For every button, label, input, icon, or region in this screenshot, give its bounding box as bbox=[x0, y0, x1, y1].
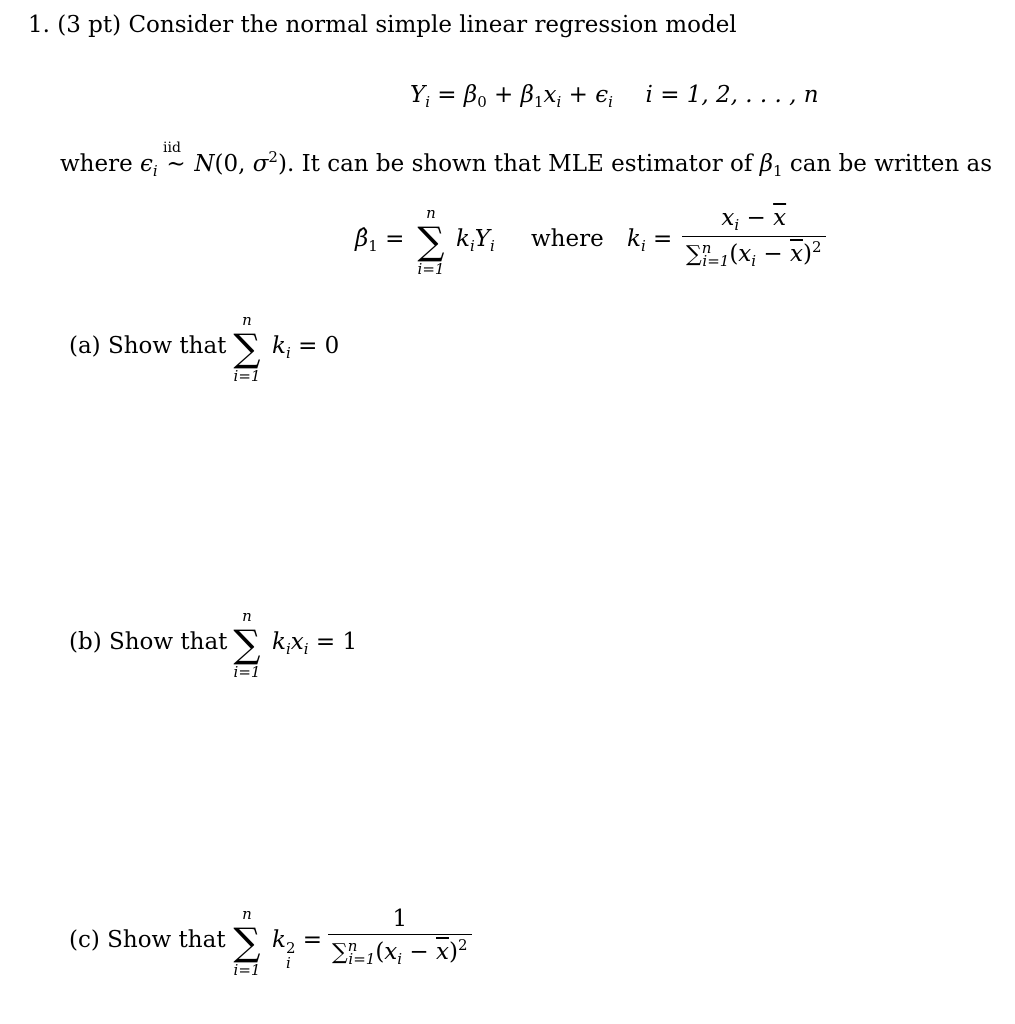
sum-symbol-b: n ∑ i=1 bbox=[233, 607, 261, 681]
where-mid: where bbox=[531, 226, 604, 252]
where-label: where bbox=[60, 151, 133, 177]
beta-hat-lhs: $\betâ_1$ = bbox=[355, 226, 405, 255]
part-c-lhs: k 2 i = bbox=[272, 927, 323, 972]
iid-label: iid bbox=[163, 140, 181, 156]
sum-symbol-a: n ∑ i=1 bbox=[233, 311, 261, 385]
part-a-label: (a) Show that bbox=[69, 333, 227, 359]
part-b-label: (b) Show that bbox=[69, 629, 228, 655]
problem-header bbox=[28, 14, 737, 37]
error-distribution-line: where $\epsilon_i$ iid ∼ N(0, $\sigma^2$). It can be shown that MLE estimator of $\beta_1$ can be written as bbox=[60, 140, 992, 180]
part-c-fraction: $\frac{1}{\sum^n_{i=1}(x_i - \overline{x})^2}$ bbox=[328, 908, 472, 967]
model-equation: $Y_i = \beta_0 + \beta_1x_i + \epsilon_i$ i = 1, 2, . . . , n bbox=[410, 82, 819, 111]
k-definition-fraction: $\frac{x_i - \overline{x}}{\sum^n_{i=1}(x_i - \overline{x})^2}$ bbox=[682, 207, 826, 269]
problem-points: (3 pt) bbox=[57, 12, 122, 38]
sum-term-1: $k_iY_i$ bbox=[456, 226, 495, 255]
k-definition-lhs: $k_i$ = bbox=[627, 226, 673, 255]
problem-intro: Consider the normal simple linear regression model bbox=[128, 12, 737, 38]
mle-text: . It can be shown that MLE estimator of bbox=[286, 151, 753, 177]
index-range: i = 1, 2, . . . , n bbox=[645, 82, 819, 108]
part-a-equation: $k_i = 0$ bbox=[272, 333, 340, 362]
sum-symbol-c: n ∑ i=1 bbox=[233, 905, 261, 979]
part-c-label: (c) Show that bbox=[69, 927, 226, 953]
sum-symbol-1: n ∑ i=1 bbox=[417, 204, 445, 278]
part-b-equation: $k_ix_i = 1$ bbox=[272, 629, 358, 658]
problem-number: 1. bbox=[28, 12, 50, 38]
written-as-text: can be written as bbox=[789, 151, 992, 177]
